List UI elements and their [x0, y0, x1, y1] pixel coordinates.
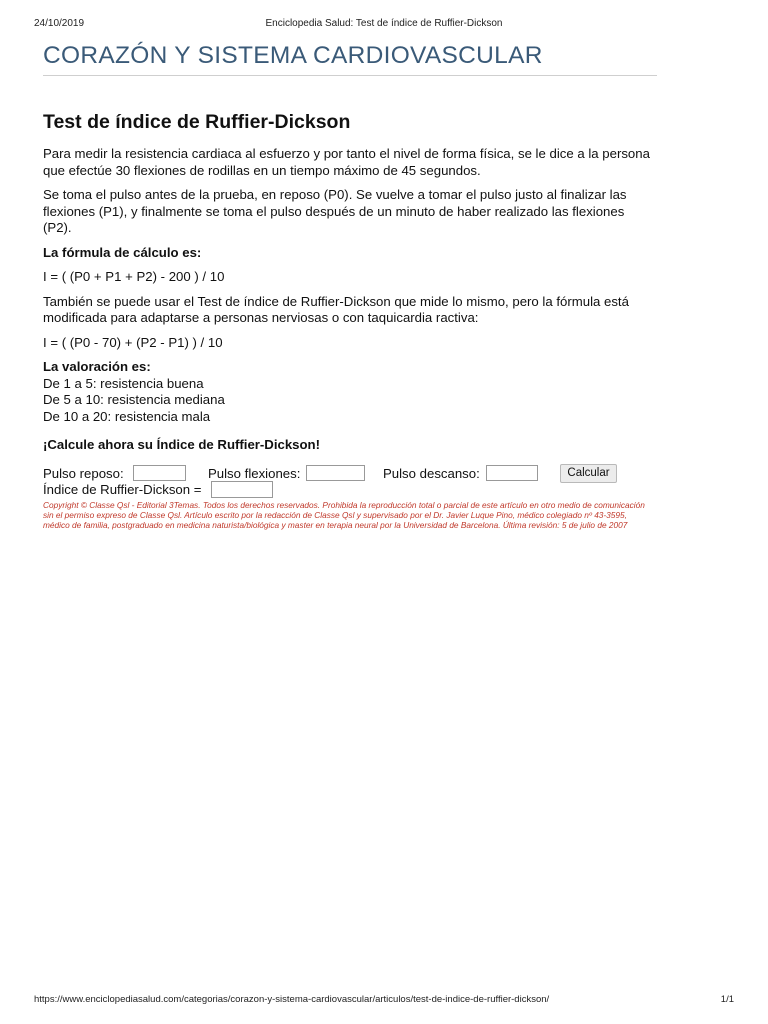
pulso-descanso-input[interactable]	[486, 465, 538, 481]
formula-heading: La fórmula de cálculo es:	[43, 244, 202, 260]
valoracion-item: De 10 a 20: resistencia mala	[43, 408, 211, 424]
pulso-reposo-label: Pulso reposo:	[43, 465, 124, 481]
print-page-title: Enciclopedia Salud: Test de índice de Ruffier-Dickson	[265, 18, 503, 29]
intro-paragraph: Para medir la resistencia cardiaca al esfuerzo y por tanto el nivel de forma física, se le dice a la persona que efectúe 30 flexiones de rodillas en un tiempo máximo de 45 segundos.	[43, 146, 650, 178]
pulso-descanso-label: Pulso descanso:	[383, 465, 480, 481]
article-content	[43, 110, 653, 531]
valoracion-heading: La valoración es:	[43, 359, 151, 374]
result-label: Índice de Ruffier-Dickson =	[43, 481, 202, 497]
copyright-notice: Copyright © Classe Qsl - Editorial 3Temas. Todos los derechos reservados. Prohibida la reproducción total o parcial de este artículo en otro medio de comunicación sin el permiso expreso de Classe Qsl. Artículo escrito por la redacción de Classe Qsl y supervisado por el Dr. Javier Luque Pino, médico colegiado nº 43-3595, médico de familia, postgraduado en medicina naturista/biológica y master en terapia neural por la Universidad de Barcelona. Última revisión: 5 de julio de 2007	[43, 499, 645, 531]
valoracion-item: De 1 a 5: resistencia buena	[43, 375, 204, 391]
section-title: CORAZÓN Y SISTEMA CARDIOVASCULAR	[43, 42, 543, 69]
print-date: 24/10/2019	[34, 18, 85, 29]
section-divider	[43, 75, 657, 76]
valoracion-list	[43, 359, 653, 425]
result-row	[43, 481, 653, 500]
page-number: 1/1	[720, 994, 734, 1005]
alternate-paragraph: También se puede usar el Test de índice de Ruffier-Dickson que mide lo mismo, pero la fórmula está modificada para adaptarse a personas nerviosas o con taquicardia ractiva:	[43, 293, 629, 325]
pulso-flexiones-label: Pulso flexiones:	[208, 465, 301, 481]
print-header	[34, 18, 734, 32]
pulso-reposo-input[interactable]	[133, 465, 186, 481]
print-footer	[34, 994, 734, 1006]
article-title: Test de índice de Ruffier-Dickson	[43, 111, 351, 133]
calcular-button[interactable]: Calcular	[560, 464, 617, 483]
calculator-heading: ¡Calcule ahora su Índice de Ruffier-Dickson!	[43, 437, 320, 452]
formula-standard: I = ( (P0 + P1 + P2) - 200 ) / 10	[43, 269, 225, 284]
valoracion-item: De 5 a 10: resistencia mediana	[43, 392, 225, 407]
pulse-paragraph: Se toma el pulso antes de la prueba, en reposo (P0). Se vuelve a tomar el pulso justo al finalizar las flexiones (P1), y finalmente se toma el pulso después de un minuto de haber realizado las flexiones (P2).	[43, 187, 627, 235]
print-url: https://www.enciclopediasalud.com/categorias/corazon-y-sistema-cardiovascular/articulos/test-de-indice-de-ruffier-dickson/	[34, 994, 550, 1005]
formula-modified: I = ( (P0 - 70) + (P2 - P1) ) / 10	[43, 334, 223, 350]
result-field[interactable]	[211, 481, 273, 498]
pulso-flexiones-input[interactable]	[306, 465, 365, 481]
